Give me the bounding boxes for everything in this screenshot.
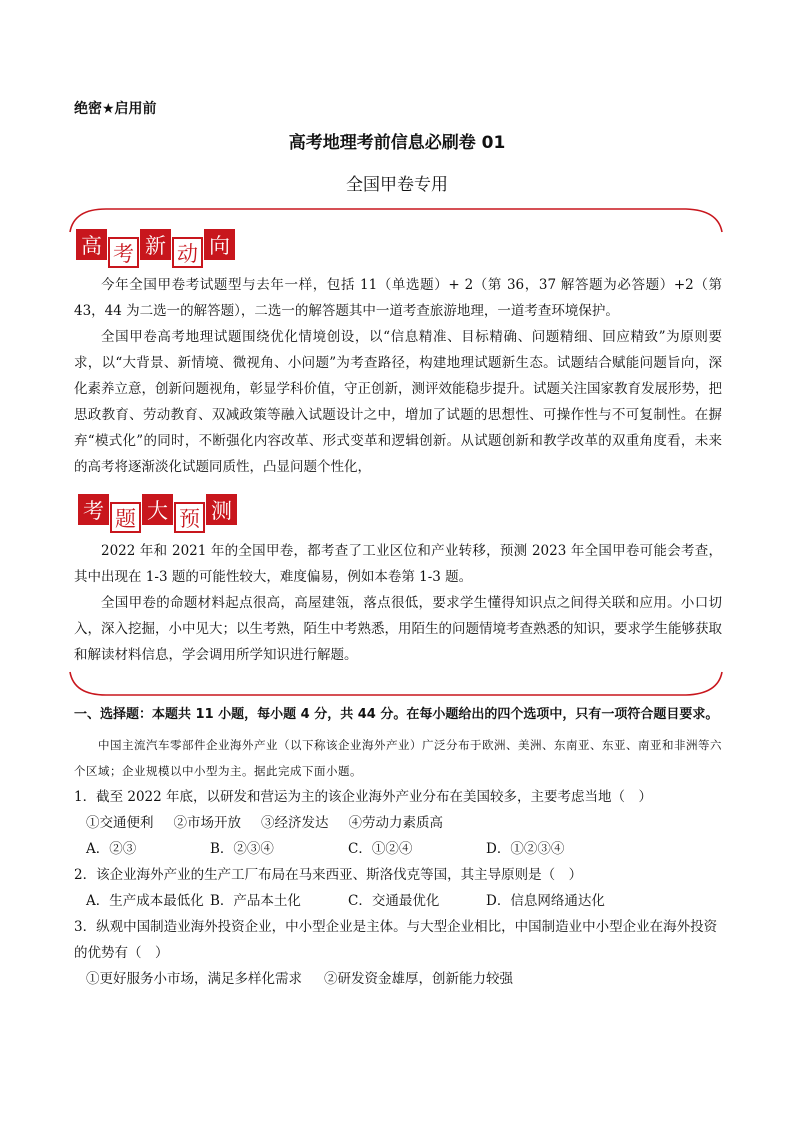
option-a[interactable]: A．生产成本最低化 <box>86 893 204 909</box>
statement: ②研发资金雄厚，创新能力较强 <box>324 971 513 987</box>
question-1-stem: 1．截至 2022 年底，以研发和营运为主的该企业海外产业分布在美国较多，主要考虑当地（ ） <box>74 789 653 805</box>
badge-exam-forecast <box>78 496 237 533</box>
question-3-stem: 3．纵观中国制造业海外投资企业，中小型企业是主体。与大型企业相比，中国制造业中小型企业在海外投资的优势有（ ） <box>74 919 718 961</box>
question-2-options <box>74 888 724 914</box>
badge-char: 新 <box>140 229 171 260</box>
badge-gaokao-new-trends <box>76 231 235 268</box>
question-2-stem: 2．该企业海外产业的生产工厂布局在马来西亚、斯洛伐克等国，其主导原则是（ ） <box>74 867 583 883</box>
confidential-mark: 绝密★启用前 <box>74 101 157 117</box>
exam-subtitle: 全国甲卷专用 <box>346 175 448 195</box>
option-c[interactable]: C．①②④ <box>348 841 413 857</box>
question-material: 中国主流汽车零部件企业海外产业（以下称该企业海外产业）广泛分布于欧洲、美洲、东南亚、东亚、南亚和非洲等六个区域；企业规模以中小型为主。据此完成下面小题。 <box>74 738 722 778</box>
statement: ①更好服务小市场，满足多样化需求 <box>86 971 302 987</box>
statement: ③经济发达 <box>261 815 329 831</box>
option-a[interactable]: A．②③ <box>86 841 137 857</box>
badge-char: 题 <box>110 502 141 533</box>
statement: ④劳动力素质高 <box>348 815 443 831</box>
paragraph: 全国甲卷的命题材料起点很高，高屋建瓴，落点很低，要求学生懂得知识点之间得关联和应用。小口切入，深入挖掘，小中见大；以生考熟，陌生中考熟悉，用陌生的问题情境考查熟悉的知识，要求学生能够获取和解读材料信息，学会调用所学知识进行解题。 <box>74 595 722 663</box>
exam-title: 高考地理考前信息必刷卷 01 <box>288 133 506 153</box>
badge-char: 高 <box>76 229 107 260</box>
badge-char: 考 <box>78 494 109 525</box>
badge-char: 考 <box>108 237 139 268</box>
option-c[interactable]: C．交通最优化 <box>348 893 440 909</box>
badge-char: 动 <box>172 237 203 268</box>
paragraph: 2022 年和 2021 年的全国甲卷，都考查了工业区位和产业转移，预测 2023 年全国甲卷可能会考查，其中出现在 1-3 题的可能性较大，难度偏易，例如本卷第 1-3 题。 <box>74 543 722 585</box>
questions-section <box>74 702 724 992</box>
badge-char: 大 <box>142 494 173 525</box>
statement: ②市场开放 <box>173 815 241 831</box>
section1-body <box>74 272 722 480</box>
question-1-items <box>74 810 724 836</box>
option-b[interactable]: B．②③④ <box>210 841 274 857</box>
badge-char: 预 <box>174 502 205 533</box>
question-3-items <box>74 966 724 992</box>
statement: ①交通便利 <box>86 815 154 831</box>
badge-char: 向 <box>204 229 235 260</box>
paragraph: 今年全国甲卷考试题型与去年一样，包括 11（单选题）+ 2（第 36，37 解答题为必答题）+2（第 43，44 为二选一的解答题），二选一的解答题其中一道考查旅游地理，一道考查环境保护。 <box>74 277 722 319</box>
paragraph: 全国甲卷高考地理试题围绕优化情境创设，以“信息精准、目标精确、问题精细、回应精致”为原则要求，以“大背景、新情境、微视角、小问题”为考查路径，构建地理试题新生态。试题结合赋能问题旨向，深化素养立意，创新问题视角，彰显学科价值，守正创新，测评效能稳步提升。试题关注国家教育发展形势，把思政教育、劳动教育、双减政策等融入试题设计之中，增加了试题的思想性、可操作性与不可复制性。在摒弃“模式化”的同时，不断强化内容改革、形式变革和逻辑创新。从试题创新和教学改革的双重角度看，未来的高考将逐渐淡化试题同质性，凸显问题个性化， <box>74 329 722 475</box>
option-d[interactable]: D．①②③④ <box>486 841 565 857</box>
option-d[interactable]: D．信息网络通达化 <box>486 893 605 909</box>
badge-char: 测 <box>206 494 237 525</box>
section2-body <box>74 538 722 668</box>
option-b[interactable]: B．产品本土化 <box>210 893 301 909</box>
section-instructions: 一、选择题：本题共 11 小题，每小题 4 分，共 44 分。在每小题给出的四个选项中，只有一项符合题目要求。 <box>74 707 719 722</box>
question-1-options <box>74 836 724 862</box>
